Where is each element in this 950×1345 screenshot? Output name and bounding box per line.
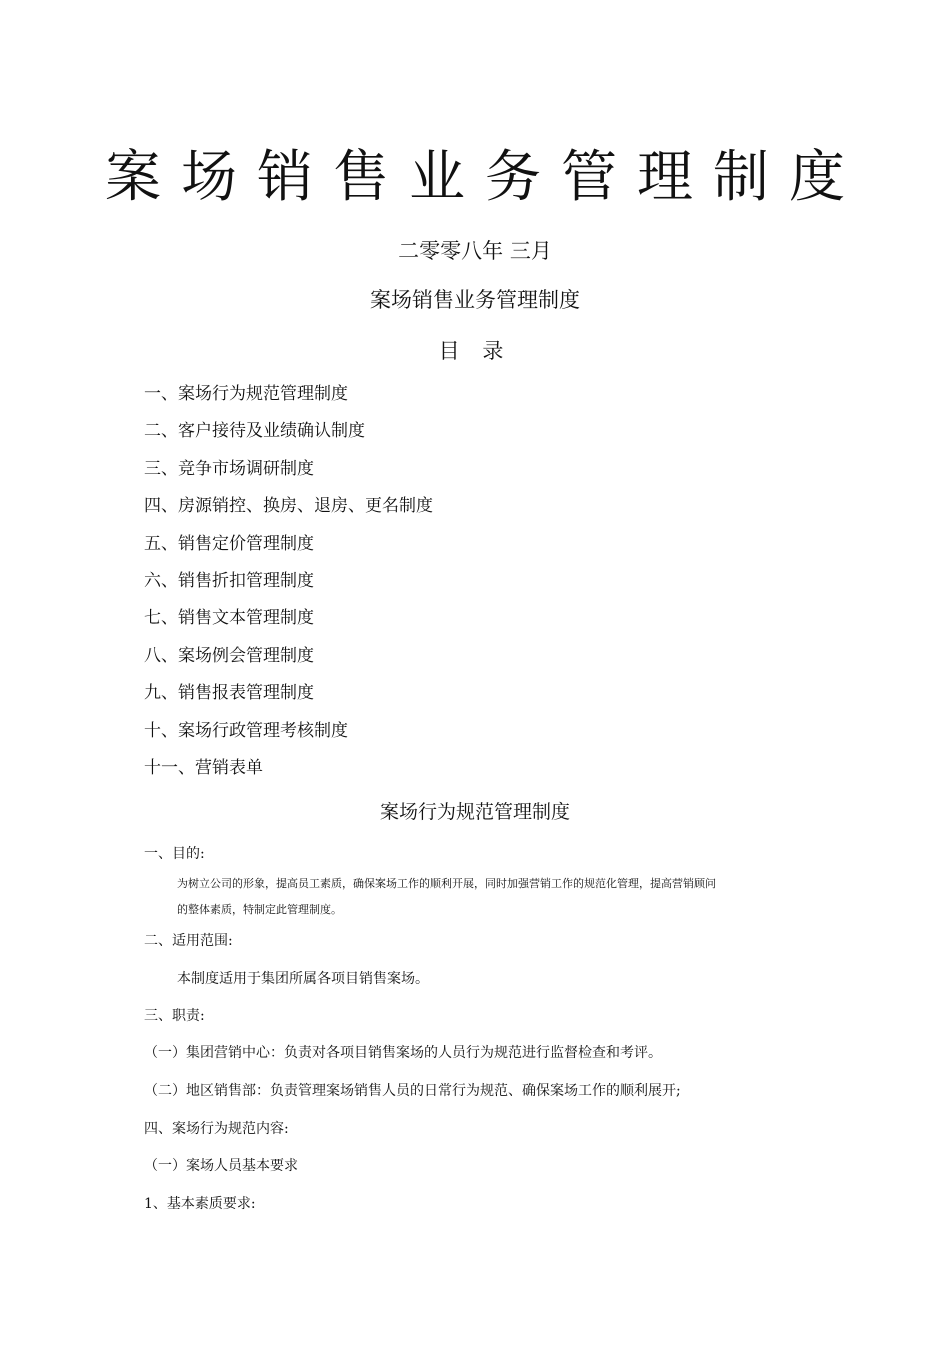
toc-item: 七、销售文本管理制度 (144, 608, 314, 629)
toc-item: 八、案场例会管理制度 (144, 645, 314, 666)
toc-item: 五、销售定价管理制度 (144, 533, 314, 554)
toc-item: 二、客户接待及业绩确认制度 (144, 421, 365, 442)
table-of-contents (144, 380, 433, 791)
toc-heading: 目 录 (438, 339, 512, 363)
scope-heading: 二、适用范围: (144, 933, 233, 949)
content-heading: 四、案场行为规范内容: (144, 1121, 289, 1137)
toc-item: 十、案场行政管理考核制度 (144, 720, 348, 741)
purpose-heading: 一、目的: (144, 846, 205, 862)
toc-item: 九、销售报表管理制度 (144, 683, 314, 704)
section-title: 案场行为规范管理制度 (379, 801, 570, 823)
toc-item: 三、竞争市场调研制度 (144, 458, 314, 479)
purpose-text-line2: 的整体素质，特制定此管理制度。 (177, 903, 342, 916)
content-subheading: （一）案场人员基本要求 (144, 1158, 298, 1174)
document-title: 案场销售业务管理制度 (105, 145, 865, 210)
document-date: 二零零八年 三月 (398, 239, 552, 263)
purpose-text-line1: 为树立公司的形象，提高员工素质，确保案场工作的顺利开展，同时加强营销工作的规范化管理，提高营销顾问 (177, 877, 716, 890)
scope-text: 本制度适用于集团所属各项目销售案场。 (177, 971, 429, 987)
toc-item: 十一、营销表单 (144, 757, 263, 778)
toc-item: 一、案场行为规范管理制度 (144, 384, 348, 404)
duty-item-1: （一）集团营销中心：负责对各项目销售案场的人员行为规范进行监督检查和考评。 (144, 1045, 662, 1061)
document-subtitle: 案场销售业务管理制度 (370, 288, 580, 312)
toc-item: 六、销售折扣管理制度 (144, 570, 314, 591)
toc-item: 四、房源销控、换房、退房、更名制度 (144, 496, 433, 517)
duty-heading: 三、职责: (144, 1008, 205, 1024)
duty-item-2: （二）地区销售部：负责管理案场销售人员的日常行为规范、确保案场工作的顺利展开; (144, 1083, 681, 1099)
content-item: 1、基本素质要求: (144, 1196, 256, 1212)
